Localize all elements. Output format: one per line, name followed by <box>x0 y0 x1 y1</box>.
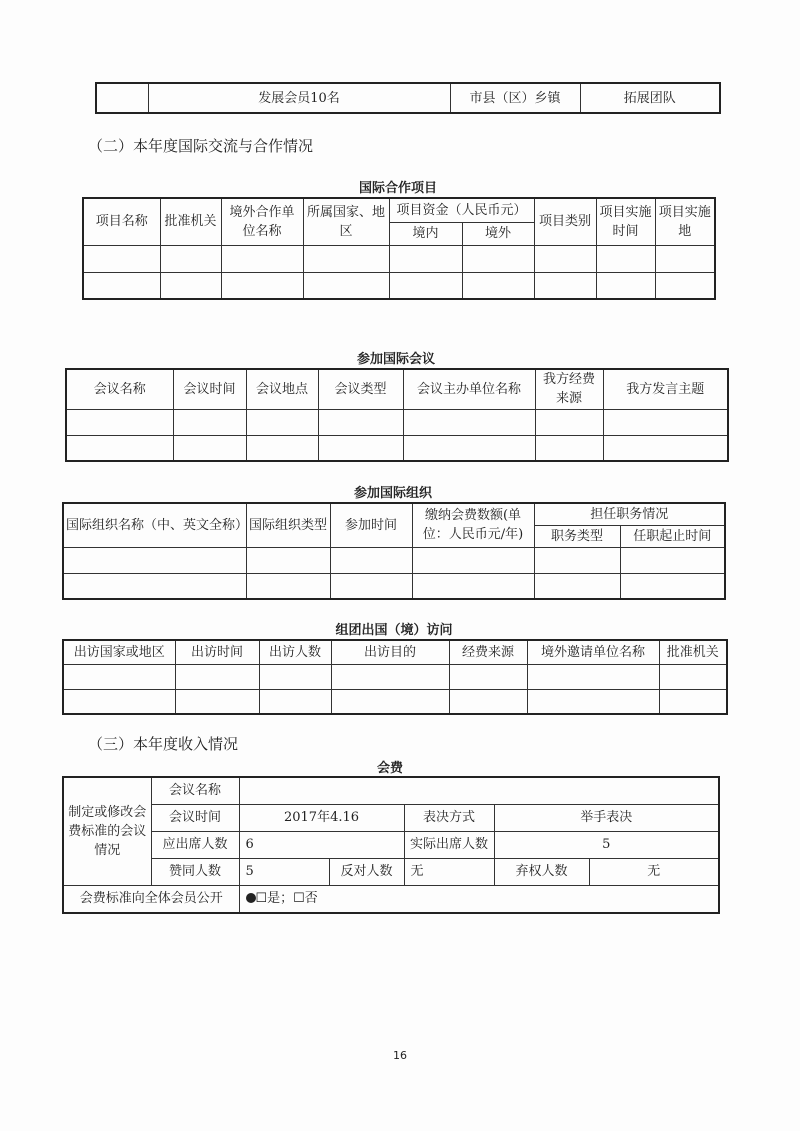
conf-row <box>66 409 728 435</box>
filled-circle-icon <box>246 893 256 903</box>
fee-caption: 会费 <box>376 761 403 776</box>
org-caption: 参加国际组织 <box>353 486 432 501</box>
org-header-position: 担任职务情况 <box>534 503 725 525</box>
coop-subheader-overseas: 境外 <box>462 222 534 245</box>
visit-header-time: 出访时间 <box>175 640 259 664</box>
org-subheader-term: 任职起止时间 <box>620 525 725 547</box>
conf-header-host: 会议主办单位名称 <box>403 369 535 409</box>
top-row-table <box>95 82 721 114</box>
conf-header-time: 会议时间 <box>173 369 246 409</box>
coop-header-funds: 项目资金（人民币元） <box>389 198 534 222</box>
org-subheader-position-type: 职务类型 <box>534 525 620 547</box>
fee-row-label: 制定或修改会费标准的会议情况 <box>63 777 151 885</box>
fee-vote-method-value: 举手表决 <box>494 804 719 831</box>
org-row <box>63 573 725 599</box>
fee-meeting-name-value <box>239 777 719 804</box>
visit-table <box>62 639 728 715</box>
fee-agree-label: 赞同人数 <box>151 858 239 885</box>
conf-header-name: 会议名称 <box>66 369 173 409</box>
top-row-cell-4: 拓展团队 <box>580 83 720 113</box>
fee-actual-label: 实际出席人数 <box>404 831 494 858</box>
conf-header-funding: 我方经费来源 <box>535 369 603 409</box>
coop-row <box>83 272 715 299</box>
top-row-cell-2: 发展会员10名 <box>148 83 450 113</box>
coop-header-approver: 批准机关 <box>160 198 221 245</box>
org-row <box>63 547 725 573</box>
page-number: 16 <box>393 1049 407 1062</box>
fee-public-yes-checkbox[interactable]: ☐是； <box>255 891 294 907</box>
fee-public-label: 会费标准向全体会员公开 <box>63 885 239 913</box>
fee-vote-method-label: 表决方式 <box>404 804 494 831</box>
coop-header-name: 项目名称 <box>83 198 160 245</box>
fee-abstain-label: 弃权人数 <box>494 858 589 885</box>
coop-subheader-domestic: 境内 <box>389 222 462 245</box>
conf-caption: 参加国际会议 <box>356 352 435 367</box>
org-header-fee: 缴纳会费数额(单位：人民币元/年) <box>412 503 534 547</box>
coop-header-time: 项目实施时间 <box>596 198 655 245</box>
top-row-cell-1 <box>96 83 148 113</box>
conf-header-type: 会议类型 <box>318 369 403 409</box>
org-table <box>62 502 726 600</box>
visit-row <box>63 689 727 714</box>
coop-header-place: 项目实施地 <box>655 198 715 245</box>
org-header-join-time: 参加时间 <box>330 503 412 547</box>
visit-header-inviter: 境外邀请单位名称 <box>527 640 659 664</box>
visit-header-approver: 批准机关 <box>659 640 727 664</box>
fee-public-no-checkbox[interactable]: ☐否 <box>293 891 318 907</box>
fee-oppose-value: 无 <box>404 858 494 885</box>
org-header-type: 国际组织类型 <box>246 503 330 547</box>
fee-agree-value: 5 <box>239 858 329 885</box>
fee-oppose-label: 反对人数 <box>329 858 404 885</box>
fee-meeting-name-label: 会议名称 <box>151 777 239 804</box>
visit-header-count: 出访人数 <box>259 640 331 664</box>
top-row-cell-3: 市县（区）乡镇 <box>450 83 580 113</box>
visit-row <box>63 664 727 689</box>
fee-abstain-value: 无 <box>589 858 719 885</box>
coop-row <box>83 245 715 272</box>
coop-caption: 国际合作项目 <box>358 181 437 196</box>
visit-caption: 组团出国（境）访问 <box>335 623 453 638</box>
coop-table <box>82 197 716 300</box>
section-2-title: （二）本年度国际交流与合作情况 <box>88 137 314 155</box>
fee-meeting-time-value: 2017年4.16 <box>239 804 404 831</box>
section-3-title: （三）本年度收入情况 <box>88 735 239 753</box>
fee-actual-value: 5 <box>494 831 719 858</box>
conf-row <box>66 435 728 461</box>
fee-meeting-time-label: 会议时间 <box>151 804 239 831</box>
visit-header-country: 出访国家或地区 <box>63 640 175 664</box>
fee-expected-value: 6 <box>239 831 404 858</box>
visit-header-purpose: 出访目的 <box>331 640 449 664</box>
coop-header-type: 项目类别 <box>534 198 596 245</box>
visit-header-funding: 经费来源 <box>449 640 527 664</box>
org-header-name: 国际组织名称（中、英文全称） <box>63 503 246 547</box>
fee-public-options <box>239 885 719 913</box>
fee-expected-label: 应出席人数 <box>151 831 239 858</box>
conf-header-place: 会议地点 <box>246 369 318 409</box>
conf-header-topic: 我方发言主题 <box>603 369 728 409</box>
fee-table <box>62 776 720 914</box>
coop-header-partner: 境外合作单位名称 <box>221 198 303 245</box>
conf-table <box>65 368 729 462</box>
coop-header-country: 所属国家、地区 <box>303 198 389 245</box>
